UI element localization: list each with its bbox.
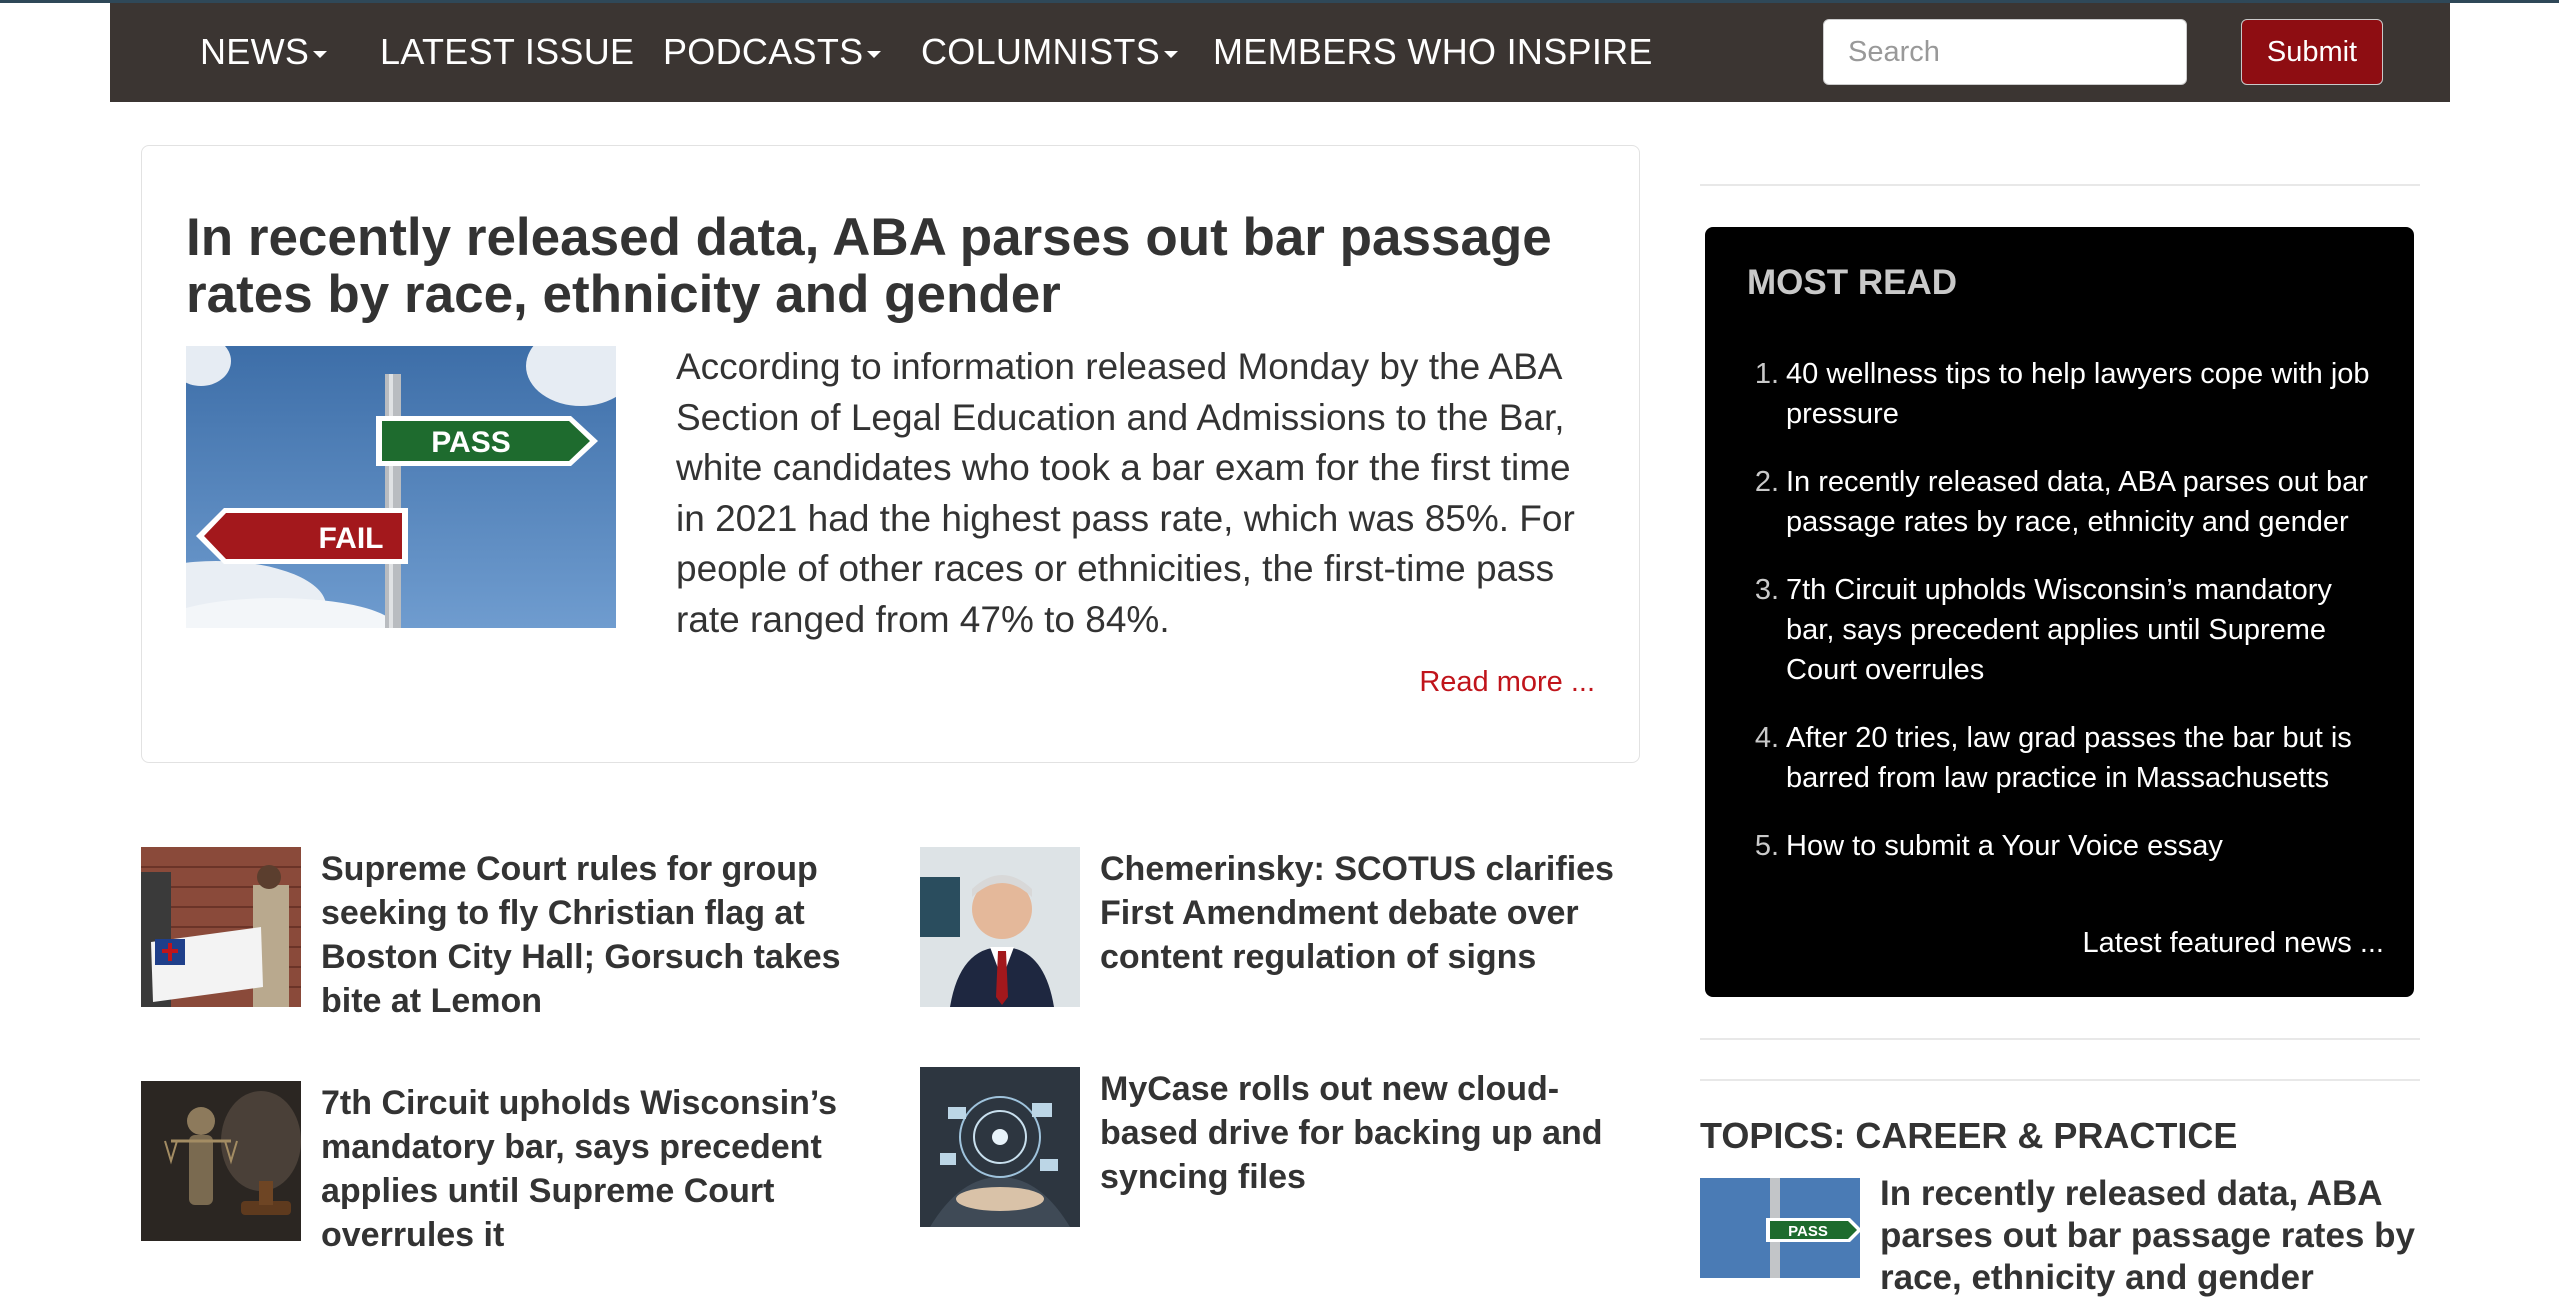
- story-title[interactable]: Supreme Court rules for group seeking to fly Christian flag at Boston City Hall; Gorsuch takes bite at Lemon: [321, 850, 841, 1020]
- pass-fail-sign-photo: [186, 346, 616, 628]
- topic-story-title[interactable]: In recently released data, ABA parses out bar passage rates by race, ethnicity and gender: [1880, 1174, 2415, 1297]
- story-title[interactable]: MyCase rolls out new cloud-based drive for backing up and syncing files: [1100, 1070, 1603, 1196]
- sidebar-divider: [1700, 1079, 2420, 1081]
- featured-article-summary: According to information released Monday by the ABA Section of Legal Education and Admissions to the Bar, white candidates who took a bar exam for the first time in 2021 had the highest pass rate, which was 85%. For people of other races or ethnicities, the first-time pass rate ranged from 47% to 84%.: [676, 346, 1575, 640]
- most-read-list: [1745, 354, 2385, 866]
- nav-columnists-label: COLUMNISTS: [921, 31, 1161, 72]
- sidebar-divider: [1700, 1038, 2420, 1040]
- nav-members-who-inspire[interactable]: [1213, 29, 1653, 75]
- story-card: [141, 847, 841, 1020]
- most-read-panel: [1705, 227, 2414, 997]
- most-read-item-text: How to submit a Your Voice essay: [1786, 830, 2223, 862]
- most-read-item[interactable]: [1745, 570, 2385, 690]
- topic-pass-sign-text: PASS: [1788, 1223, 1828, 1240]
- most-read-item-text: 7th Circuit upholds Wisconsin’s mandatory bar, says precedent applies until Supreme Court overrules: [1786, 574, 2332, 686]
- pass-sign-text: PASS: [431, 426, 511, 459]
- search-input[interactable]: [1823, 19, 2187, 85]
- most-read-heading: MOST READ: [1747, 263, 1957, 302]
- nav-news[interactable]: [200, 29, 327, 75]
- nav-news-label: NEWS: [200, 31, 310, 72]
- most-read-item-text: In recently released data, ABA parses out bar passage rates by race, ethnicity and gender: [1786, 466, 2368, 538]
- featured-article-title[interactable]: In recently released data, ABA parses out bar passage rates by race, ethnicity and gender: [186, 208, 1552, 324]
- story-thumbnail[interactable]: [141, 1081, 301, 1241]
- topics-heading: TOPICS: CAREER & PRACTICE: [1700, 1115, 2238, 1156]
- most-read-item-number: 2.: [1754, 466, 1779, 498]
- latest-featured-news-link[interactable]: Latest featured news ...: [2082, 927, 2384, 959]
- read-more-link[interactable]: Read more ...: [1419, 666, 1595, 698]
- cloud-tech-photo: [920, 1067, 1080, 1227]
- most-read-item[interactable]: [1745, 354, 2385, 434]
- most-read-item-text: 40 wellness tips to help lawyers cope with job pressure: [1786, 358, 2370, 430]
- fail-sign-text: FAIL: [318, 522, 384, 555]
- most-read-item-number: 3.: [1754, 574, 1779, 606]
- featured-article-card: [141, 145, 1640, 763]
- caret-down-icon: [1164, 51, 1178, 58]
- story-thumbnail[interactable]: [920, 1067, 1080, 1227]
- sidebar-divider: [1700, 184, 2420, 186]
- caret-down-icon: [313, 51, 327, 58]
- topic-story-thumbnail[interactable]: [1700, 1178, 1860, 1278]
- nav-podcasts-label: PODCASTS: [663, 31, 864, 72]
- pass-sign-photo: [1700, 1178, 1860, 1278]
- story-thumbnail[interactable]: [141, 847, 301, 1007]
- most-read-item[interactable]: [1745, 826, 2385, 866]
- search-submit-button[interactable]: Submit: [2241, 19, 2383, 85]
- nav-latest-issue[interactable]: [380, 29, 634, 75]
- nav-columnists[interactable]: [921, 29, 1178, 75]
- main-navbar: [110, 3, 2450, 102]
- story-title[interactable]: 7th Circuit upholds Wisconsin’s mandatory bar, says precedent applies until Supreme Court overrules it: [321, 1084, 838, 1254]
- most-read-item-number: 4.: [1754, 722, 1779, 754]
- most-read-item-text: After 20 tries, law grad passes the bar but is barred from law practice in Massachusetts: [1786, 722, 2352, 794]
- christian-flag-photo: [141, 847, 301, 1007]
- story-thumbnail[interactable]: [920, 847, 1080, 1007]
- most-read-item-number: 1.: [1754, 358, 1779, 390]
- most-read-item[interactable]: [1745, 718, 2385, 798]
- story-title[interactable]: Chemerinsky: SCOTUS clarifies First Amendment debate over content regulation of signs: [1100, 850, 1614, 976]
- most-read-item-number: 5.: [1754, 830, 1779, 862]
- story-card: [141, 1081, 841, 1254]
- lady-justice-photo: [141, 1081, 301, 1241]
- caret-down-icon: [867, 51, 881, 58]
- most-read-item[interactable]: [1745, 462, 2385, 542]
- headshot-photo: [920, 847, 1080, 1007]
- featured-article-image[interactable]: [186, 346, 616, 628]
- story-card: [920, 1067, 1640, 1237]
- nav-members-label: MEMBERS WHO INSPIRE: [1213, 31, 1653, 72]
- nav-podcasts[interactable]: [663, 29, 881, 75]
- nav-latest-issue-label: LATEST ISSUE: [380, 31, 635, 72]
- story-card: [920, 847, 1640, 1017]
